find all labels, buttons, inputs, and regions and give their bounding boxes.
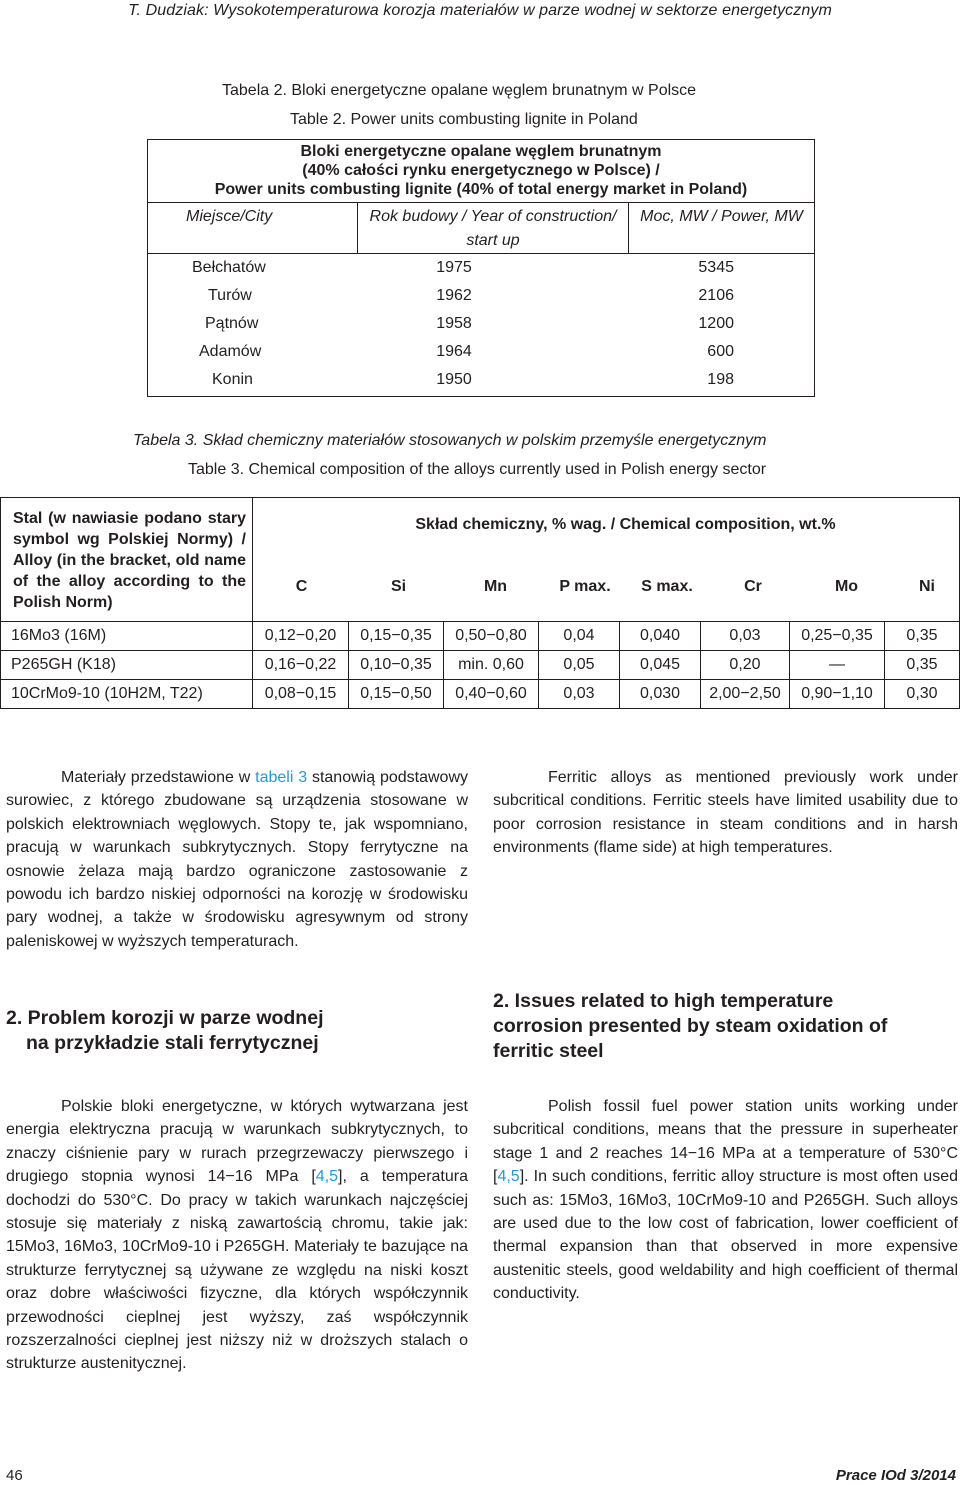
table-row: Konin 1950 198 <box>212 371 734 388</box>
table2-caption-en: Table 2. Power units combusting lignite in Poland <box>290 111 638 128</box>
table-row: P265GH (K18) 0,16−0,22 0,10−0,35 min. 0,60 0,05 0,045 0,20 — 0,35 <box>1 651 960 680</box>
table2-body <box>148 254 814 396</box>
table-ref-link[interactable]: tabeli 3 <box>255 769 308 786</box>
running-header: T. Dudziak: Wysokotemperaturowa korozja materiałów w parze wodnej w sektorze energetycznym <box>128 2 832 19</box>
section-heading-pl: 2. Problem korozji w parze wodnej na przykładzie stali ferrytycznej <box>6 1007 324 1054</box>
table-row: Bełchatów 1975 5345 <box>192 259 734 276</box>
element-header-row <box>253 557 959 617</box>
citation-link[interactable]: 4,5 <box>315 1168 339 1186</box>
right-paragraph-1: Ferritic alloys as mentioned previously work under subcritical conditions. Ferritic steels have limited usability due to poor corrosion resistance in steam conditions and in harsh environments (flame side) at high temperatures. <box>493 769 958 857</box>
col-header-power: Moc, MW / Power, MW <box>629 203 815 254</box>
table2-title <box>148 140 815 203</box>
right-paragraph-2: Polish fossil fuel power station units working under subcritical conditions, means that the pressure in superheater stage 1 and 2 reaches 14−16 MPa at a temperature of 530°C [4,5]. In such conditions, ferritic alloy structure is most often used such as: 15Mo3, 16Mo3, 10CrMo9-10 and P265GH. Such alloys are used due to the low cost of fabrication, lower coefficient of thermal expansion than that observed in more expensive austenitic steels, good weldability and high coefficient of thermal conductivity. <box>493 1098 958 1303</box>
element-mo: Mo <box>834 577 859 595</box>
table3-caption-en: Table 3. Chemical composition of the alloys currently used in Polish energy sector <box>188 461 767 478</box>
journal-name: Prace IOd 3/2014 <box>835 1467 956 1484</box>
col-header-year <box>358 203 629 254</box>
table-row: Turów 1962 2106 <box>208 287 734 304</box>
table-row: 10CrMo9-10 (10H2M, T22) 0,08−0,15 0,15−0,50 0,40−0,60 0,03 0,030 2,00−2,50 0,90−1,10 0,30 <box>1 680 960 709</box>
left-paragraph-2: Polskie bloki energetyczne, w których wytwarzana jest energia elektryczna pracują w warunkach subkrytycznych, to znaczy ciśnienie pary w rurach przegrzewaczy pierwszego i drugiego stopnia wynosi 14−16 MPa [4,5], a temperatura dochodzi do 530°C. Do pracy w takich warunkach najczęściej stosuje się materiały z niską zawartością chromu, takie jak: 15Mo3, 16Mo3, 10CrMo9-10 i P265GH. Materiały te bazujące na strukturze ferrytycznej są używane ze względu na niski koszt oraz dobre właściwości fizyczne, dla których współczynnik przewodności cieplnej jest wyższy, zaś współczynnik rozszerzalności cieplnej jest niższy niż w droższych stalach o strukturze austenitycznej. <box>6 1098 468 1373</box>
table-row: Adamów 1964 600 <box>199 343 734 360</box>
citation-link[interactable]: 4,5 <box>497 1168 520 1186</box>
table2-caption-pl: Tabela 2. Bloki energetyczne opalane węglem brunatnym w Polsce <box>222 82 697 99</box>
element-c: C <box>295 577 308 595</box>
table2-title-line1: Bloki energetyczne opalane węglem brunatnym <box>300 143 662 160</box>
element-cr: Cr <box>744 577 762 595</box>
element-mn: Mn <box>483 577 508 595</box>
composition-header: Skład chemiczny, % wag. / Chemical composition, wt.% <box>253 498 960 553</box>
table-row: Pątnów 1958 1200 <box>205 315 734 332</box>
col-header-year-line2: start up <box>466 232 520 249</box>
section-heading-en: 2. Issues related to high temperature corrosion presented by steam oxidation of ferritic steel <box>493 990 888 1062</box>
left-paragraph-1: Materiały przedstawione w tabeli 3 stanowią podstawowy surowiec, z którego zbudowane są urządzenia stosowane w polskich elektrowniach węglowych. Stopy te, jak wspomniano, pracują w warunkach subkrytycznych. Stopy ferrytyczne na osnowie żelaza mają bardzo ograniczone zastosowanie z powodu ich bardzo niskiej odporności na korozję w środowisku pary wodnej, a także w środowisku agresywnym od strony paleniskowej w wyższych temperaturach. <box>6 769 468 950</box>
element-ni: Ni <box>919 577 935 595</box>
element-si: Si <box>390 577 407 595</box>
table2 <box>147 139 815 397</box>
table2-title-line2: (40% całości rynku energetycznego w Polsce) / <box>302 162 660 179</box>
element-p: P max. <box>559 577 611 595</box>
table3-caption-pl: Tabela 3. Skład chemiczny materiałów stosowanych w polskim przemyśle energetycznym <box>133 432 767 449</box>
page-number: 46 <box>6 1467 23 1484</box>
table2-title-line3: Power units combusting lignite (40% of total energy market in Poland) <box>214 181 748 198</box>
col-header-year-line1: Rok budowy / Year of construction/ <box>369 208 617 225</box>
col-header-city: Miejsce/City <box>148 203 358 254</box>
element-s: S max. <box>641 577 693 595</box>
steel-header: Stal (w nawiasie podano stary symbol wg Polskiej Normy) / Alloy (in the bracket, old name of the alloy according to the Polish Norm) <box>1 498 253 622</box>
table-row: 16Mo3 (16M) 0,12−0,20 0,15−0,35 0,50−0,80 0,04 0,040 0,03 0,25−0,35 0,35 <box>1 622 960 651</box>
table3 <box>0 497 960 709</box>
